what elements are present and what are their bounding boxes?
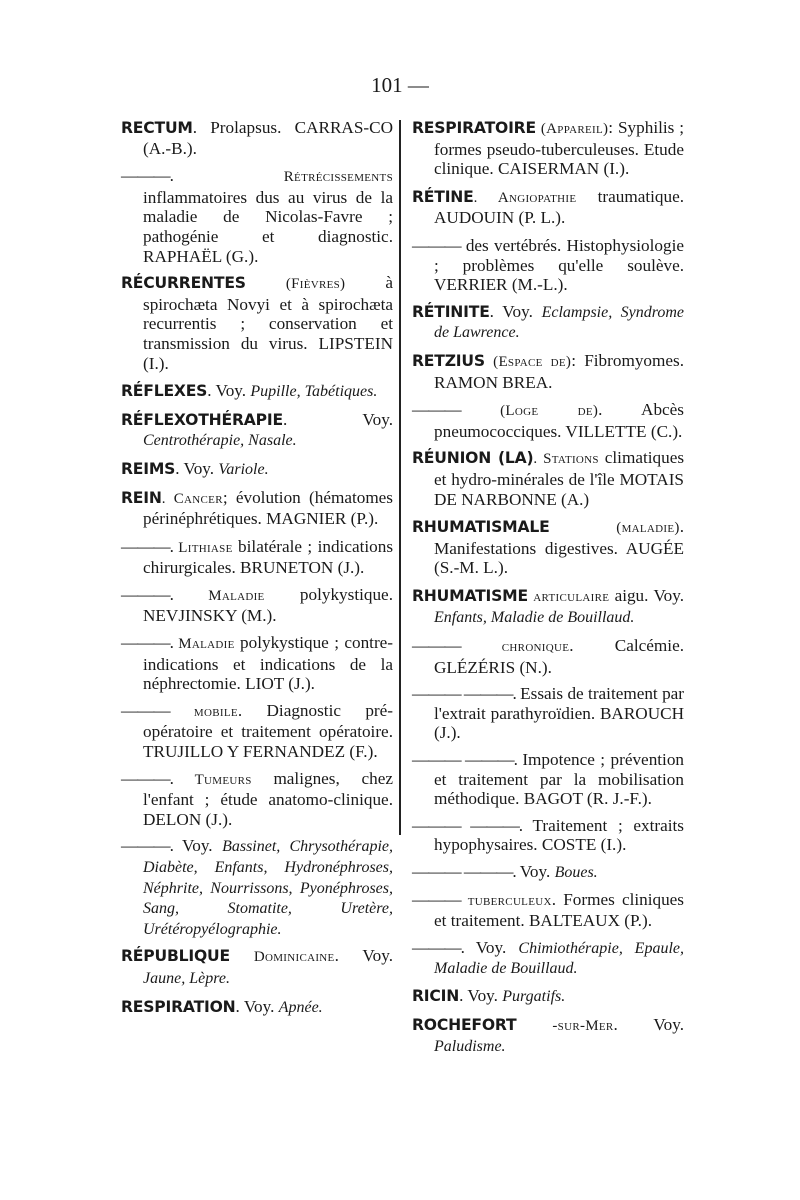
- index-entry: [412, 816, 684, 855]
- index-entry: [121, 585, 393, 626]
- index-entry: [121, 946, 393, 988]
- index-entry: [412, 517, 684, 578]
- entry-text: polykystique ; contre-indications et indications de la néphrectomie. LIOT (J.).: [143, 633, 394, 694]
- ditto-dash: ———.: [121, 166, 173, 186]
- index-entry: [412, 187, 684, 228]
- ditto-dash: ——— ———.: [412, 862, 516, 881]
- subheading: . Stations: [533, 451, 599, 468]
- subheading: . Angiopathie: [473, 189, 577, 206]
- subheading: Dominicaine: [253, 949, 335, 966]
- entry-text: . Voy.: [459, 985, 498, 1005]
- subheading: (Appareil): [540, 121, 609, 137]
- entry-text: bilatérale ; indications chirurgicales. BRUNETON (J.).: [143, 536, 394, 578]
- ditto-dash: ———.: [121, 584, 173, 604]
- ditto-dash: ———: [412, 400, 461, 420]
- index-entry: [121, 166, 393, 266]
- index-entry: [121, 381, 393, 402]
- entry-text: inflammatoires dus au virus de la maladie de Nicolas-Favre ; pathogénie et diagnostic. RAPHAËL (G.).: [143, 187, 393, 266]
- entry-text: des vertébrés. Histophysiologie ; problèmes qu'elle soulève. VERRIER (M.-L.).: [434, 235, 684, 295]
- entry-text: Impotence ; prévention et traitement par la mobilisation méthodique. BAGOT (R. J.-F.).: [434, 750, 685, 809]
- entry-text: . Voy.: [207, 381, 247, 401]
- subheading: chronique: [501, 639, 570, 656]
- subheading: mobile: [193, 703, 238, 720]
- page-number: 101 —: [371, 73, 429, 97]
- entry-text: . Voy.: [235, 996, 275, 1016]
- left-column: [121, 118, 393, 1025]
- cross-reference: Jaune, Lèpre.: [143, 969, 230, 987]
- subheading: (Loge de): [500, 403, 599, 420]
- index-entry: [121, 836, 393, 939]
- ditto-dash: ———: [121, 700, 170, 720]
- index-entry: [412, 890, 684, 931]
- index-entry: [121, 537, 393, 578]
- entry-text: à spirochæta Novyi et à spirochæta recurrentis ; conservation et transmission du virus. LIPSTEIN (I.).: [143, 273, 393, 373]
- entry-text: . Prolapsus. CARRAS-CO (A.-B.).: [143, 118, 393, 158]
- ditto-dash: ———: [412, 235, 461, 255]
- ditto-dash: ———.: [121, 836, 173, 856]
- index-entry: [412, 862, 684, 883]
- index-entry: [412, 636, 684, 677]
- headword: ROCHEFORT: [412, 1015, 517, 1034]
- entry-text: . Voy.: [613, 1014, 684, 1034]
- entry-text: . Diagnostic pré-opératoire et traitement opératoire. TRUJILLO Y FERNANDEZ (F.).: [143, 700, 393, 762]
- headword: RÉCURRENTES: [121, 274, 246, 293]
- cross-reference: Enfants, Maladie de Bouillaud.: [434, 609, 635, 627]
- headword: REIN: [121, 488, 162, 507]
- entry-text: climatiques et hydro-minérales de l'île MOTAIS DE NARBONNE (A.): [434, 448, 685, 509]
- entry-text: . Manifestations digestives. AUGÉE (S.-M. L.).: [434, 517, 684, 578]
- entry-text: . Formes cliniques et traitement. BALTEAUX (P.).: [434, 889, 684, 931]
- subheading: . Cancer: [161, 490, 223, 507]
- index-entry: [412, 586, 684, 628]
- cross-reference: Centrothérapie, Nasale.: [143, 432, 297, 450]
- index-entry: [412, 684, 684, 743]
- ditto-dash: ———: [412, 636, 461, 656]
- index-entry: [412, 448, 684, 509]
- right-column: [412, 118, 684, 1065]
- ditto-dash: ———: [412, 889, 461, 909]
- subheading: Lithiase: [178, 539, 233, 556]
- entry-text: . Voy.: [334, 946, 393, 966]
- headword: RÉUNION (LA): [412, 449, 534, 468]
- index-entry: [412, 986, 684, 1007]
- ditto-dash: ———.: [121, 633, 173, 653]
- index-entry: [121, 997, 393, 1018]
- entry-text: ; évolution (hématomes périnéphrétiques. MAGNIER (P.).: [143, 487, 393, 529]
- index-entry: [412, 351, 684, 392]
- ditto-dash: ——— ———.: [412, 684, 516, 704]
- subheading: -sur-Mer: [552, 1017, 614, 1034]
- headword: RETZIUS: [412, 351, 485, 370]
- cross-reference: Pupille, Tabétiques.: [250, 383, 378, 401]
- index-entry: [121, 118, 393, 158]
- subheading: (Fièvres): [285, 276, 346, 293]
- index-entry: [121, 459, 393, 480]
- entry-text: Traitement ; extraits hypophysaires. COSTE (I.).: [434, 815, 684, 855]
- index-entry: [412, 400, 684, 441]
- subheading: Maladie: [178, 636, 235, 653]
- entry-text: malignes, chez l'enfant ; étude anatomo-clinique. DELON (J.).: [143, 768, 393, 829]
- index-entry: [121, 701, 393, 762]
- entry-text: . Voy.: [489, 301, 533, 321]
- headword: REIMS: [121, 459, 176, 478]
- cross-reference: Chimiothérapie, Epaule, Maladie de Bouillaud.: [434, 939, 684, 978]
- entry-text: . Calcémie. GLÉZÉRIS (N.).: [434, 636, 684, 677]
- column-divider: [399, 120, 401, 835]
- index-entry: [412, 750, 684, 809]
- index-entry: [412, 938, 684, 979]
- headword: RICIN: [412, 986, 460, 1005]
- subheading: Rétrécissements: [283, 169, 393, 186]
- entry-text: : Fibromyomes. RAMON BREA.: [434, 350, 685, 392]
- cross-reference: Bassinet, Chrysothérapie, Diabète, Enfants, Hydronéphroses, Néphrite, Nourrissons, Pyonéphroses, Sang, Stomatite, Uretère, Urétéropyélographie.: [143, 838, 393, 938]
- entry-text: . Voy.: [175, 458, 215, 478]
- cross-reference: Variole.: [218, 460, 269, 478]
- entry-text: Voy.: [519, 862, 551, 881]
- headword: RESPIRATOIRE: [412, 119, 536, 137]
- subheading: (maladie): [616, 520, 680, 537]
- subheading: (Espace de): [493, 353, 572, 370]
- headword: RÉTINE: [412, 187, 474, 206]
- cross-reference: Eclampsie, Syndrome de Lawrence.: [434, 303, 684, 342]
- headword: RHUMATISMALE: [412, 518, 550, 537]
- ditto-dash: ———.: [412, 937, 464, 957]
- headword: RÉFLEXES: [121, 382, 208, 401]
- entry-text: : Syphilis ; formes pseudo-tuberculeuses. Etude clinique. CAISERMAN (I.).: [434, 118, 685, 179]
- cross-reference: Paludisme.: [434, 1038, 506, 1056]
- index-entry: [412, 118, 684, 179]
- index-entry: [412, 236, 684, 295]
- entry-text: Essais de traitement par l'extrait parathyroïdien. BAROUCH (J.).: [434, 684, 685, 743]
- index-entry: [412, 302, 684, 343]
- index-entry: [121, 488, 393, 529]
- headword: RÉTINITE: [412, 302, 490, 321]
- ditto-dash: ———.: [121, 768, 173, 788]
- subheading: Maladie: [208, 587, 265, 604]
- index-entry: [121, 769, 393, 830]
- index-entry: [412, 1015, 684, 1057]
- entry-text: . Abcès pneumococciques. VILLETTE (C.).: [434, 400, 684, 441]
- subheading: tuberculeux: [467, 892, 552, 909]
- entry-text: Voy.: [182, 836, 213, 856]
- index-entry: [121, 633, 393, 694]
- subheading: Tumeurs: [194, 771, 252, 788]
- index-entry: [121, 410, 393, 451]
- ditto-dash: ——— ———.: [412, 815, 523, 835]
- headword: RESPIRATION: [121, 997, 236, 1016]
- entry-text: . Voy.: [282, 409, 393, 429]
- entry-text: polykystique. NEVJINSKY (M.).: [143, 584, 393, 626]
- entry-text: traumatique. AUDOUIN (P. L.).: [434, 186, 685, 228]
- headword: RHUMATISME: [412, 586, 528, 605]
- entry-text: Voy.: [475, 937, 507, 957]
- headword: RECTUM: [121, 119, 193, 137]
- entry-text: aigu. Voy.: [614, 585, 685, 605]
- cross-reference: Purgatifs.: [502, 987, 566, 1005]
- headword: RÉPUBLIQUE: [121, 947, 230, 966]
- ditto-dash: ——— ———.: [412, 750, 517, 770]
- subheading: articulaire: [533, 588, 610, 605]
- ditto-dash: ———.: [121, 536, 173, 556]
- headword: RÉFLEXOTHÉRAPIE: [121, 410, 283, 429]
- cross-reference: Boues.: [554, 864, 598, 881]
- cross-reference: Apnée.: [278, 998, 323, 1016]
- index-entry: [121, 273, 393, 373]
